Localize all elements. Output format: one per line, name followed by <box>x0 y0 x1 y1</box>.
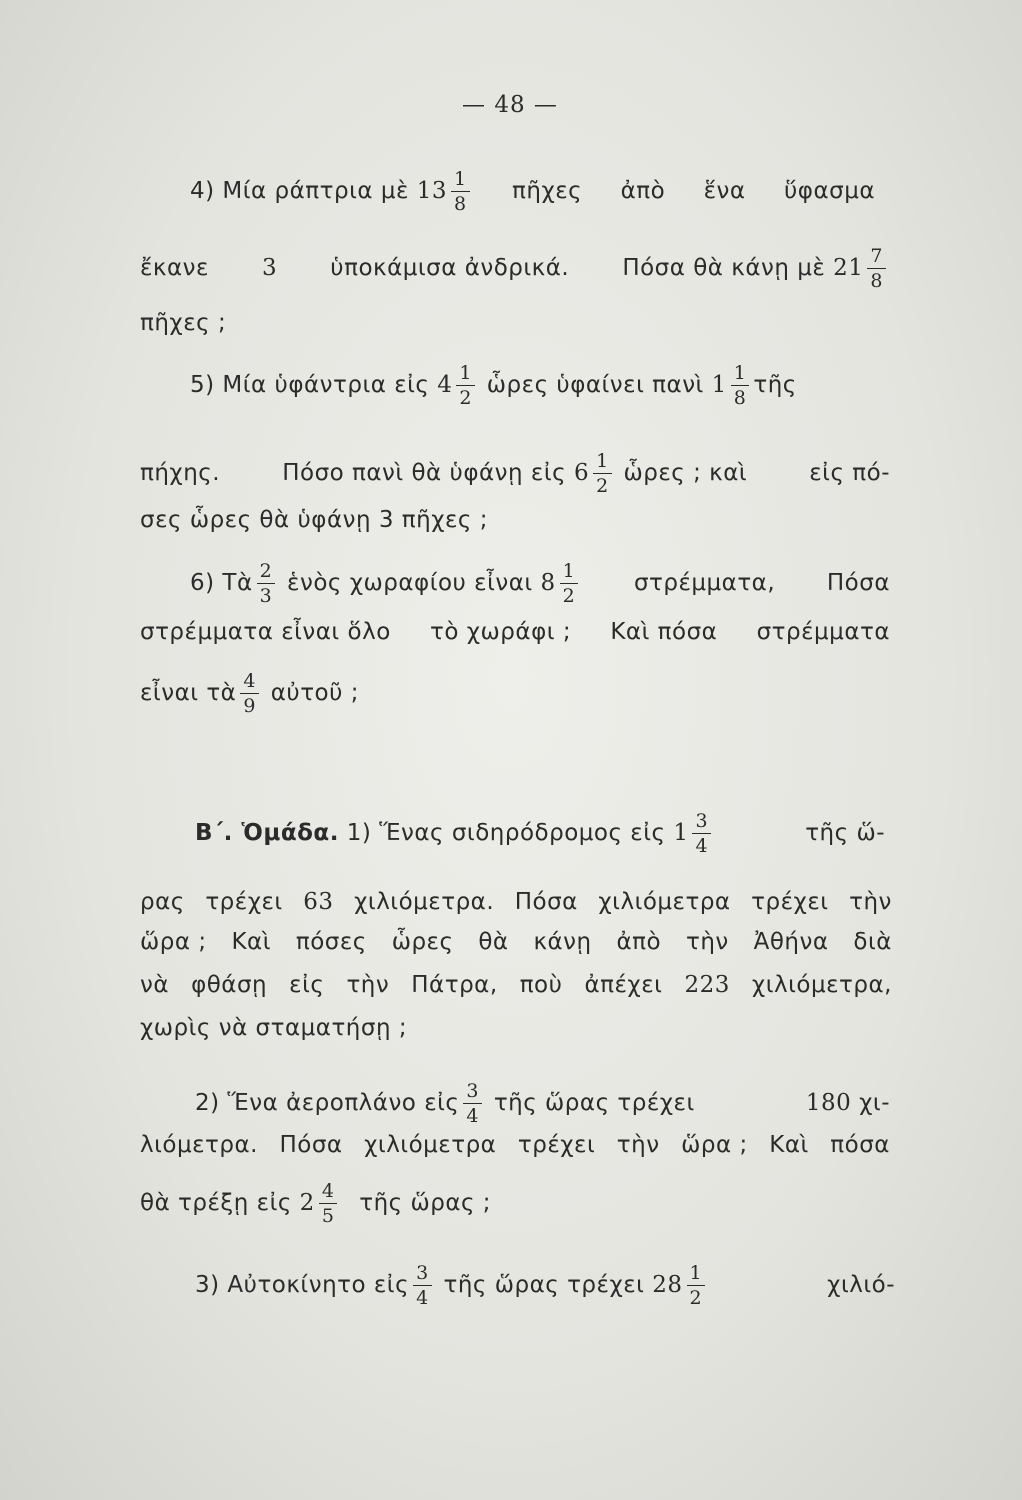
mixed-number-whole: 13 <box>416 178 447 204</box>
problem-5-line-1: 5) Μία ὑφάντρια εἰς 4 $\frac{1}{2}$ ὧρες ὑφαίνει πανὶ 1 $\frac{1}{8}$ τῆς <box>190 362 797 409</box>
problem-4-line-3: πῆχες ; <box>140 310 227 336</box>
group-b-exercise-3-line-1: 3) Αὐτοκίνητο εἰς $\frac{3}{4}$ τῆς ὥρας τρέχει 28 $\frac{1}{2}$ χιλιό- <box>195 1262 895 1309</box>
group-b-exercise-2-line-2: λιόμετρα. Πόσα χιλιόμετρα τρέχει τὴν ὥρα ; Καὶ πόσα <box>140 1132 890 1158</box>
fraction: $\frac{2}{3}$ <box>257 560 276 607</box>
fraction: $\frac{7}{8}$ <box>867 245 886 292</box>
fraction: $\frac{1}{8}$ <box>731 362 750 409</box>
group-b-exercise-1-line-4: νὰ φθάσῃ εἰς τὴν Πάτρα, ποὺ ἀπέχει 223 χιλιόμετρα, <box>140 972 892 998</box>
problem-5-line-2: πήχης. Πόσο πανὶ θὰ ὑφάνῃ εἰς 6 $\frac{1}{2}$ ὧρες ; καὶ εἰς πό- <box>140 450 890 497</box>
fraction: $\frac{1}{2}$ <box>456 362 475 409</box>
page-number: — 48 — <box>462 92 558 118</box>
fraction: $\frac{1}{2}$ <box>687 1262 706 1309</box>
fraction: $\frac{4}{9}$ <box>240 670 259 717</box>
fraction: $\frac{3}{4}$ <box>692 810 711 857</box>
fraction: $\frac{1}{8}$ <box>451 168 470 215</box>
fraction: $\frac{4}{5}$ <box>319 1180 338 1227</box>
group-b-exercise-2-line-1: 2) Ἕνα ἀεροπλάνο εἰς $\frac{3}{4}$ τῆς ὥρας τρέχει 180 χι- <box>195 1080 890 1127</box>
problem-4-line-2: ἔκανε 3 ὑποκάμισα ἀνδρικά. Πόσα θὰ κάνῃ μὲ 21 $\frac{7}{8}$ <box>140 245 890 292</box>
group-b-exercise-1-line-5: χωρὶς νὰ σταματήσῃ ; <box>140 1015 408 1041</box>
problem-4-line-1: 4) Μία ράπτρια μὲ 13 $\frac{1}{8}$ πῆχες ἀπὸ ἕνα ὕφασμα <box>190 168 875 215</box>
fraction: $\frac{3}{4}$ <box>413 1262 432 1309</box>
fraction: $\frac{1}{2}$ <box>560 560 579 607</box>
fraction: $\frac{1}{2}$ <box>593 450 612 497</box>
problem-5-line-3: σες ὧρες θὰ ὑφάνῃ 3 πῆχες ; <box>140 507 488 533</box>
problem-4-label: 4) Μία ράπτρια μὲ <box>190 178 409 204</box>
fraction: $\frac{3}{4}$ <box>463 1080 482 1127</box>
group-b-exercise-2-line-3: θὰ τρέξῃ εἰς 2 $\frac{4}{5}$ τῆς ὥρας ; <box>140 1180 492 1227</box>
problem-6-line-2: στρέμματα εἶναι ὅλο τὸ χωράφι ; Καὶ πόσα στρέμματα <box>140 619 890 645</box>
group-b-exercise-1-line-3: ὥρα ; Καὶ πόσες ὧρες θὰ κάνῃ ἀπὸ τὴν Ἀθήνα διὰ <box>140 929 892 955</box>
problem-6-line-3: εἶναι τὰ $\frac{4}{9}$ αὐτοῦ ; <box>140 670 359 717</box>
group-b-exercise-1-line-1: Β΄. Ὁμάδα. 1) Ἕνας σιδηρόδρομος εἰς 1 $\frac{3}{4}$ τῆς ὥ- <box>195 810 885 857</box>
group-b-exercise-1-line-2: ρας τρέχει 63 χιλιόμετρα. Πόσα χιλιόμετρα τρέχει τὴν <box>140 889 892 915</box>
problem-6-line-1: 6) Τὰ $\frac{2}{3}$ ἑνὸς χωραφίου εἶναι 8 $\frac{1}{2}$ στρέμματα, Πόσα <box>190 560 890 607</box>
group-b-heading: Β΄. Ὁμάδα. <box>195 820 339 846</box>
